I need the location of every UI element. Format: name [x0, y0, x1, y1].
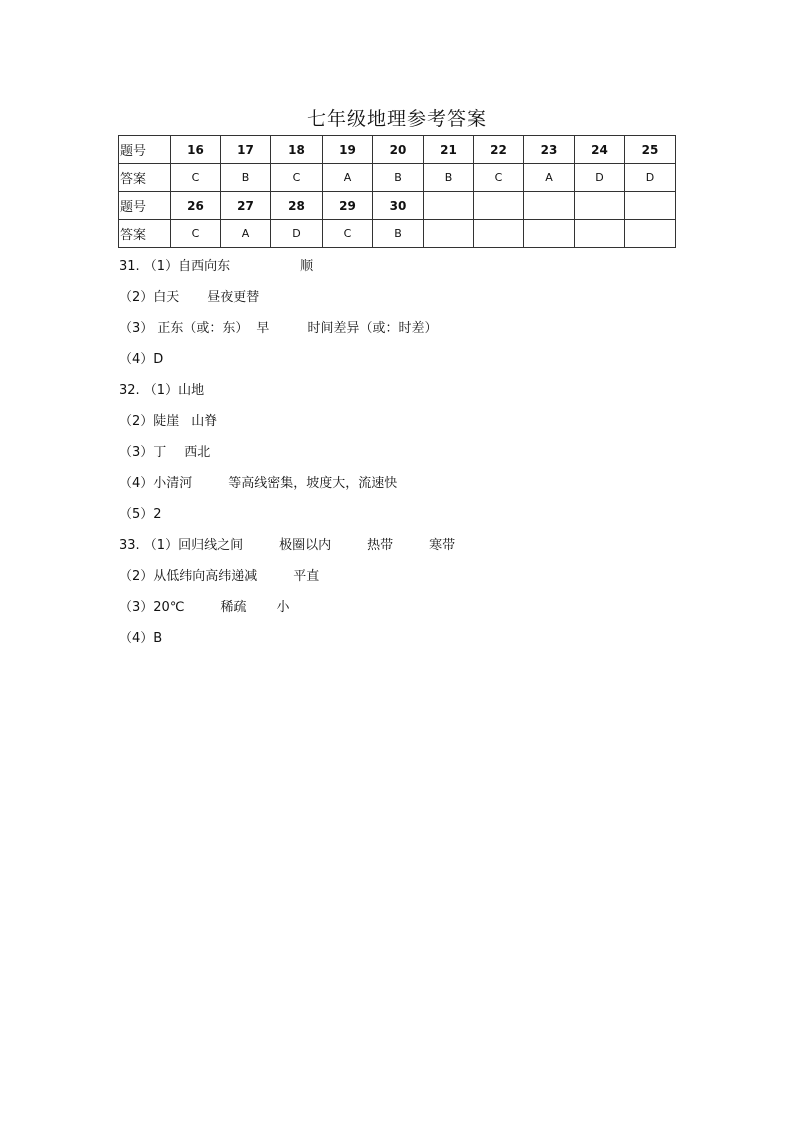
answer-text: 回归线之间 — [178, 538, 244, 553]
question-number-cell — [524, 192, 575, 220]
answer-cell: C — [474, 164, 524, 192]
question-number-cell: 24 — [575, 136, 625, 164]
answer-cell: C — [171, 164, 221, 192]
row-label: 题号 — [119, 136, 171, 164]
answer-prefix: （2） — [119, 290, 154, 305]
answer-prefix: （3） — [119, 445, 154, 460]
answer-prefix: （3） — [119, 321, 158, 336]
question-number-cell: 17 — [221, 136, 271, 164]
answer-prefix: （4） — [119, 352, 154, 367]
answer-prefix: 32. （1） — [119, 383, 179, 398]
page-title: 七年级地理参考答案 — [306, 108, 487, 130]
row-label: 题号 — [119, 192, 171, 220]
answer-text: 平直 — [293, 569, 320, 584]
question-number-cell — [474, 192, 524, 220]
answer-text: 正东（或：东） — [157, 321, 249, 336]
answer-text: 热带 — [367, 538, 394, 553]
answer-line — [119, 316, 719, 347]
answer-line — [119, 564, 719, 595]
answer-text: 时间差异（或：时差） — [307, 321, 438, 336]
answer-text: 自西向东 — [178, 259, 231, 274]
answer-cell: C — [323, 220, 373, 248]
answer-text: 寒带 — [429, 538, 456, 553]
answer-text: 早 — [256, 321, 270, 336]
question-number-cell: 26 — [171, 192, 221, 220]
question-number-cell: 30 — [373, 192, 424, 220]
answer-text: 极圈以内 — [279, 538, 332, 553]
question-number-cell: 27 — [221, 192, 271, 220]
answer-line — [119, 347, 719, 378]
answer-line — [119, 595, 719, 626]
answer-text: D — [153, 352, 164, 367]
answer-cell: B — [424, 164, 474, 192]
answer-cell: A — [221, 220, 271, 248]
answer-text: 小 — [276, 600, 290, 615]
answer-line — [119, 533, 719, 564]
answer-text: 小清河 — [153, 476, 193, 491]
answer-text: 山地 — [178, 383, 205, 398]
answer-table — [118, 135, 676, 248]
answer-cell — [474, 220, 524, 248]
answer-cell: D — [271, 220, 323, 248]
answer-line — [119, 378, 719, 409]
answer-list — [119, 254, 719, 657]
answer-text: 20℃ — [153, 600, 185, 615]
answer-line — [119, 502, 719, 533]
answer-cell: A — [524, 164, 575, 192]
question-number-cell — [575, 192, 625, 220]
answer-text: 白天 — [153, 290, 180, 305]
answer-text: 陡崖 — [153, 414, 180, 429]
question-number-cell: 18 — [271, 136, 323, 164]
answer-cell: B — [221, 164, 271, 192]
answer-text: 等高线密集，坡度大，流速快 — [228, 476, 398, 491]
answer-prefix: （4） — [119, 476, 154, 491]
answer-cell — [524, 220, 575, 248]
question-number-cell: 28 — [271, 192, 323, 220]
answer-prefix: （5） — [119, 507, 154, 522]
answer-prefix: 33. （1） — [119, 538, 179, 553]
question-number-cell: 23 — [524, 136, 575, 164]
answer-text: B — [153, 631, 163, 646]
question-number-row — [119, 192, 676, 220]
answer-text: 丁 — [153, 445, 167, 460]
answer-row — [119, 220, 676, 248]
answer-text: 顺 — [300, 259, 314, 274]
answer-prefix: （4） — [119, 631, 154, 646]
answer-cell: B — [373, 220, 424, 248]
question-number-cell: 22 — [474, 136, 524, 164]
question-number-cell: 29 — [323, 192, 373, 220]
answer-line — [119, 440, 719, 471]
answer-line — [119, 254, 719, 285]
answer-line — [119, 626, 719, 657]
answer-text: 山脊 — [191, 414, 218, 429]
question-number-cell: 21 — [424, 136, 474, 164]
question-number-cell: 19 — [323, 136, 373, 164]
answer-text: 昼夜更替 — [207, 290, 260, 305]
answer-row — [119, 164, 676, 192]
question-number-cell: 20 — [373, 136, 424, 164]
answer-cell: A — [323, 164, 373, 192]
answer-prefix: （2） — [119, 414, 154, 429]
answer-line — [119, 409, 719, 440]
answer-line — [119, 471, 719, 502]
answer-text: 西北 — [184, 445, 211, 460]
answer-text: 从低纬向高纬递减 — [153, 569, 258, 584]
answer-cell — [575, 220, 625, 248]
answer-cell: D — [575, 164, 625, 192]
answer-line — [119, 285, 719, 316]
question-number-cell — [625, 192, 676, 220]
row-label: 答案 — [119, 220, 171, 248]
answer-prefix: （3） — [119, 600, 154, 615]
question-number-cell: 25 — [625, 136, 676, 164]
answer-cell — [424, 220, 474, 248]
answer-cell: C — [271, 164, 323, 192]
answer-text: 2 — [153, 507, 162, 522]
answer-text: 稀疏 — [220, 600, 247, 615]
answer-cell: C — [171, 220, 221, 248]
answer-cell: B — [373, 164, 424, 192]
question-number-row — [119, 136, 676, 164]
answer-cell: D — [625, 164, 676, 192]
answer-cell — [625, 220, 676, 248]
row-label: 答案 — [119, 164, 171, 192]
question-number-cell: 16 — [171, 136, 221, 164]
answer-prefix: （2） — [119, 569, 154, 584]
question-number-cell — [424, 192, 474, 220]
answer-prefix: 31. （1） — [119, 259, 179, 274]
